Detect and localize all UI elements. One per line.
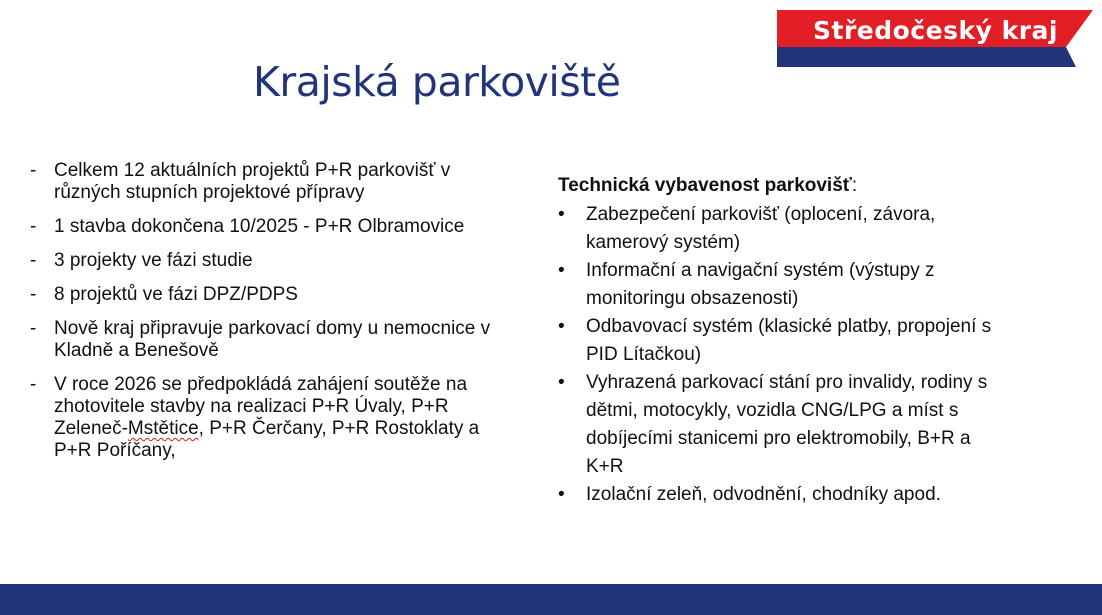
list-item-text: Nově kraj připravuje parkovací domy u nemocnice v Kladně a Benešově bbox=[54, 318, 491, 361]
list-item bbox=[558, 257, 1008, 313]
list-item bbox=[30, 318, 500, 362]
dot-bullet: • bbox=[558, 204, 565, 225]
list-item bbox=[30, 374, 500, 462]
equipment-section bbox=[558, 175, 1008, 509]
list-item-text-part: V roce 2026 se předpokládá zahájení soutěže na zhotovitele stavby na realizaci P+R Úvaly, P+R Zeleneč- bbox=[54, 374, 468, 439]
list-item-text-part: , P+R Čerčany, P+R Rostoklaty a P+R Poříčany, bbox=[54, 418, 480, 461]
spellcheck-flagged-word: Mstětice bbox=[127, 418, 199, 439]
equipment-heading bbox=[558, 175, 1008, 197]
dot-bullet: • bbox=[558, 316, 565, 337]
list-item bbox=[558, 369, 1008, 481]
list-item-text: Celkem 12 aktuálních projektů P+R parkovišť v různých stupních projektové přípravy bbox=[54, 160, 451, 203]
dot-bullet: • bbox=[558, 372, 565, 393]
equipment-heading-colon: : bbox=[851, 175, 858, 196]
list-item-text: 3 projekty ve fázi studie bbox=[54, 250, 253, 271]
list-item bbox=[30, 250, 500, 272]
equipment-list bbox=[558, 201, 1008, 509]
dash-bullet: - bbox=[30, 160, 37, 181]
list-item-text: 8 projektů ve fázi DPZ/PDPS bbox=[54, 284, 298, 305]
slide-title: Krajská parkoviště bbox=[253, 58, 621, 106]
dash-bullet: - bbox=[30, 284, 37, 305]
list-item-text: Informační a navigační systém (výstupy z monitoringu obsazenosti) bbox=[586, 260, 935, 309]
list-item-text: 1 stavba dokončena 10/2025 - P+R Olbramovice bbox=[54, 216, 465, 237]
dash-bullet: - bbox=[30, 318, 37, 339]
list-item bbox=[558, 481, 1008, 509]
logo-banner bbox=[777, 10, 1093, 68]
left-project-list bbox=[30, 160, 500, 474]
dash-bullet: - bbox=[30, 250, 37, 271]
list-item bbox=[30, 160, 500, 204]
dot-bullet: • bbox=[558, 260, 565, 281]
equipment-heading-text: Technická vybavenost parkovišť bbox=[558, 175, 852, 196]
dot-bullet: • bbox=[558, 484, 565, 505]
dash-bullet: - bbox=[30, 216, 37, 237]
list-item bbox=[558, 201, 1008, 257]
list-item-text: Odbavovací systém (klasické platby, propojení s PID Lítačkou) bbox=[586, 316, 992, 365]
logo-blue-band bbox=[777, 47, 1076, 67]
list-item bbox=[30, 216, 500, 238]
list-item bbox=[30, 284, 500, 306]
list-item bbox=[558, 313, 1008, 369]
footer-band bbox=[0, 584, 1102, 615]
logo-text: Středočeský kraj bbox=[813, 16, 1058, 45]
list-item-text: Zabezpečení parkovišť (oplocení, závora, kamerový systém) bbox=[586, 204, 936, 253]
dash-bullet: - bbox=[30, 374, 37, 395]
list-item-text: Izolační zeleň, odvodnění, chodníky apod. bbox=[586, 484, 941, 505]
list-item-text: Vyhrazená parkovací stání pro invalidy, rodiny s dětmi, motocykly, vozidla CNG/LPG a míst s dobíjecími stanicemi pro elektromobily, B+R a K+R bbox=[586, 372, 988, 477]
